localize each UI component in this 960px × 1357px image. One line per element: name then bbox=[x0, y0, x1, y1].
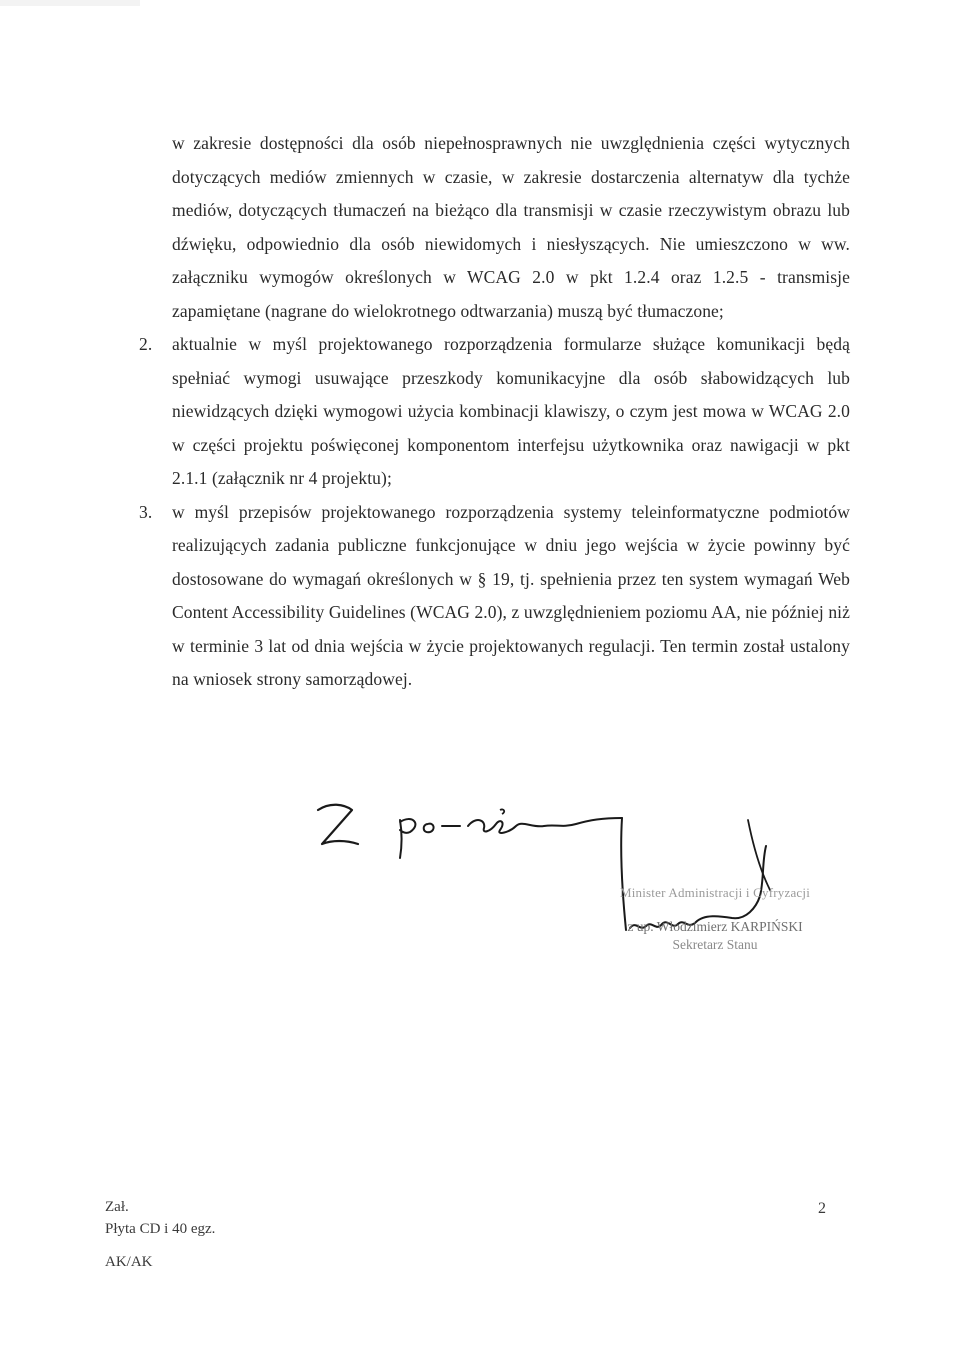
list-item-text: aktualnie w myśl projektowanego rozporządzenia formularze służące komunikacji będą spełniać wymogi usuwające przeszkody komunikacyjne dla osób słabowidzących lub niewidzących dzięki wymogowi użycia kombinacji klawiszy, o czym jest mowa w WCAG 2.0 w części projektu poświęconej komponentom interfejsu użytkownika oraz nawigacji w pkt 2.1.1 (załącznik nr 4 projektu); bbox=[172, 334, 850, 488]
reference-initials: AK/AK bbox=[105, 1254, 153, 1270]
list-item-number: 3. bbox=[139, 501, 153, 522]
page-number: 2 bbox=[818, 1200, 826, 1217]
paragraph-intro: w zakresie dostępności dla osób niepełnosprawnych nie uwzględnienia części wytycznych dotyczących mediów zmiennych w czasie, w zakresie dostarczenia alternatyw dla tychże mediów, dotyczących tłumaczeń na bieżąco dla transmisji w czasie rzeczywistym obrazu lub dźwięku, odpowiednio dla osób niewidomych i niesłyszących. Nie umieszczono w ww. załączniku wymogów określonych w WCAG 2.0 w pkt 1.2.4 oraz 1.2.5 - transmisje zapamiętane (nagrane do wielokrotnego odtwarzania) muszą być tłumaczone; bbox=[172, 133, 850, 321]
attachments-note bbox=[105, 1196, 215, 1240]
list-item-2 bbox=[139, 328, 850, 496]
list-item-text: w myśl przepisów projektowanego rozporządzenia systemy teleinformatyczne podmiotów realizujących zadania publiczne funkcjonujące w dniu jego wejścia w życie powinny być dostosowane do wymagań określonych w § 19, tj. spełnienia przez ten system wymagań Web Content Accessibility Guidelines (WCAG 2.0), z uwzględnieniem poziomu AA, nie później niż w terminie 3 lat od dnia wejścia w życie projektowanych regulacji. Ten termin został ustalony na wniosek strony samorządowej. bbox=[172, 501, 850, 689]
document-body bbox=[139, 127, 850, 697]
stamp-title: Minister Administracji i Cyfryzacji bbox=[619, 885, 811, 900]
signature-block bbox=[300, 780, 860, 980]
attachment-label: Zał. bbox=[105, 1199, 129, 1215]
stamp-role: Sekretarz Stanu bbox=[672, 937, 758, 952]
stamp-name: z up. Włodzimierz KARPIŃSKI bbox=[627, 919, 803, 934]
attachment-item: Płyta CD i 40 egz. bbox=[105, 1221, 216, 1237]
official-stamp bbox=[585, 884, 845, 954]
list-item-number: 2. bbox=[139, 334, 153, 354]
scan-edge bbox=[0, 0, 140, 6]
list-item-3 bbox=[139, 496, 850, 697]
